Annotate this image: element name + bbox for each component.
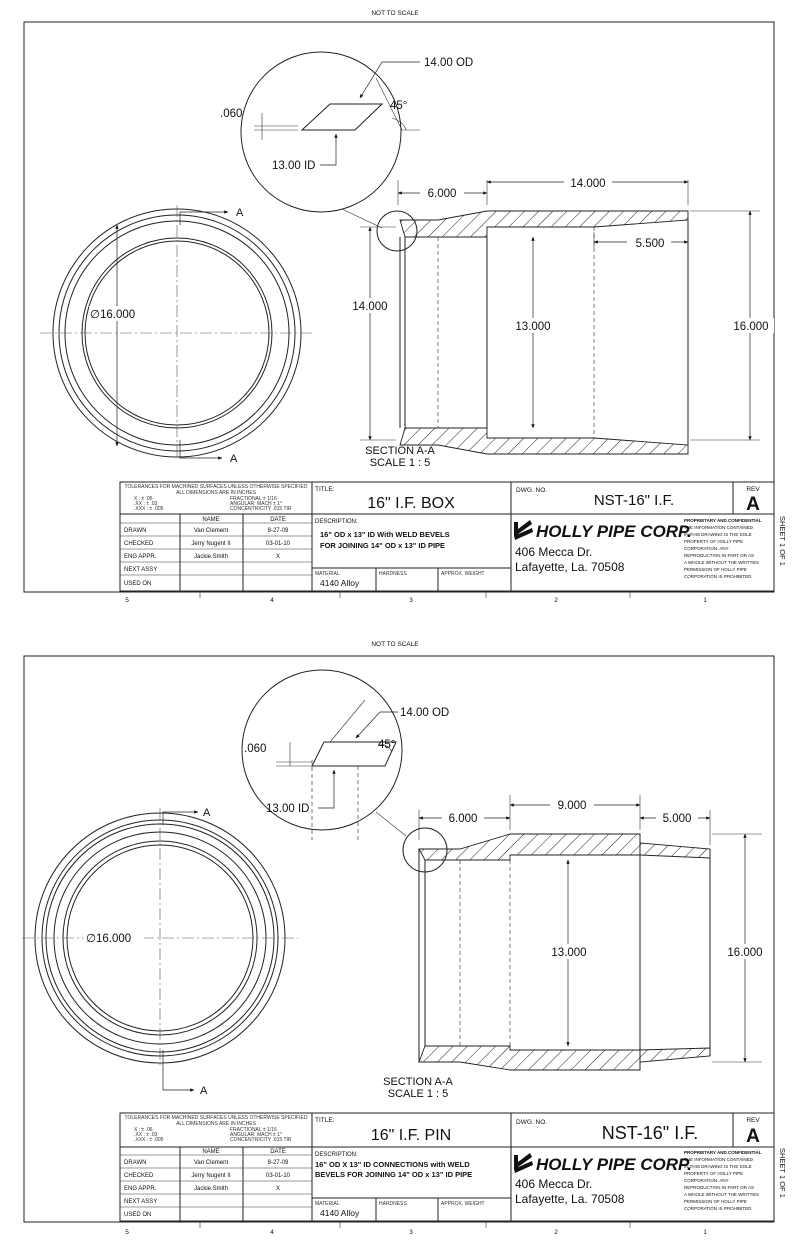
- proprietary-line-3: PROPERTY OF HOLLY PIPE: [684, 539, 744, 544]
- row-checked-role: CHECKED: [124, 541, 154, 547]
- bevel-angle-label: 45°: [378, 739, 396, 751]
- outer-label: 16.000: [727, 947, 763, 959]
- hardness-label: HARDNESS: [379, 571, 407, 577]
- rev-value: A: [746, 1126, 760, 1147]
- zone-4: 4: [270, 1229, 274, 1236]
- taper-length-label: 6.000: [427, 188, 457, 200]
- row-checked-date: 03-01-10: [265, 1173, 291, 1179]
- row-usedon-role: USED ON: [124, 1212, 152, 1218]
- zone-5: 5: [125, 597, 129, 604]
- col-date-header: DATE: [270, 517, 286, 523]
- proprietary-line-1: THE INFORMATION CONTAINED: [684, 1157, 753, 1162]
- title-block: [120, 1113, 774, 1221]
- company-name: HOLLY PIPE CORP.: [536, 1155, 692, 1174]
- tol-xxx: .XXX : ± .005: [134, 1137, 164, 1143]
- zone-5: 5: [125, 1229, 129, 1236]
- detail-leader: [376, 812, 406, 836]
- row-engappr-name: Jackie Smith: [193, 1186, 229, 1192]
- zone-3: 3: [409, 597, 413, 604]
- weight-label: APPROX. WEIGHT: [441, 1201, 485, 1207]
- zone-markers: [125, 592, 707, 604]
- detail-leader: [342, 209, 382, 228]
- angle-ref-line: [330, 700, 365, 742]
- proprietary-line-8: CORPORATION IS PROHIBITED.: [684, 574, 753, 579]
- section-marker-bottom: A: [230, 453, 238, 465]
- row-engappr-role: ENG APPR.: [124, 554, 157, 560]
- tol-fractional: FRACTIONAL ± 1/16: [230, 496, 277, 502]
- dwg-no-value: NST-16" I.F.: [601, 1123, 699, 1143]
- address-line-1: 406 Mecca Dr.: [515, 545, 593, 559]
- sheet-box: [24, 10, 787, 604]
- proprietary-line-3: PROPERTY OF HOLLY PIPE: [684, 1171, 744, 1176]
- tolerance-header-2: ALL DIMENSIONS ARE IN INCHES: [176, 490, 256, 496]
- tolerance-header-2: ALL DIMENSIONS ARE IN INCHES: [176, 1121, 256, 1127]
- sheet-number: SHEET 1 OF 1: [778, 1148, 787, 1198]
- proprietary-line-4: CORPORATION. ANY: [684, 546, 729, 551]
- proprietary-line-5: REPRODUCTION IN PART OR AS: [684, 553, 755, 558]
- tol-x: X : ± .06: [134, 496, 153, 502]
- od-leader: [356, 712, 398, 738]
- zone-4: 4: [270, 597, 274, 604]
- bevel-profile: [302, 104, 382, 130]
- not-to-scale-note: NOT TO SCALE: [371, 10, 419, 17]
- zone-2: 2: [554, 1229, 558, 1236]
- row-engappr-date: X: [275, 1186, 281, 1192]
- row-drawn-role: DRAWN: [124, 1160, 147, 1166]
- mid-length-label: 9.000: [557, 800, 587, 812]
- proprietary-line-2: IN THIS DRAWING IS THE SOLE: [684, 532, 752, 537]
- end-view: [40, 205, 314, 465]
- rev-label: REV: [746, 486, 760, 493]
- id-label: 13.00 ID: [272, 160, 316, 172]
- proprietary-line-7: PERMISSION OF HOLLY PIPE: [684, 1199, 747, 1204]
- rev-label: REV: [746, 1117, 760, 1124]
- id-leader: [318, 770, 334, 808]
- description-line-2: FOR JOINING 14" OD x 13" ID PIPE: [320, 541, 446, 550]
- bore-label: 13.000: [551, 947, 587, 959]
- tol-xx: .XX : ± .03: [134, 501, 158, 507]
- company-name: HOLLY PIPE CORP.: [536, 522, 692, 541]
- bevel-gap-label: .060: [220, 108, 243, 120]
- weight-label: APPROX. WEIGHT: [441, 571, 485, 577]
- section-marker-bottom: A: [200, 1085, 208, 1097]
- description-line-1: 16" OD x 13" ID With WELD BEVELS: [320, 530, 450, 539]
- sheet-number: SHEET 1 OF 1: [778, 516, 787, 566]
- proprietary-line-2: IN THIS DRAWING IS THE SOLE: [684, 1164, 752, 1169]
- not-to-scale-note: NOT TO SCALE: [371, 641, 419, 648]
- zone-1: 1: [703, 597, 707, 604]
- tol-fractional: FRACTIONAL ± 1/16: [230, 1127, 277, 1133]
- row-checked-date: 03-01-10: [265, 541, 291, 547]
- sheet-pin: [22, 641, 787, 1236]
- company-logo-icon: [514, 1153, 533, 1173]
- address-line-2: Lafayette, La. 70508: [515, 1192, 625, 1206]
- col-date-header: DATE: [270, 1149, 286, 1155]
- description-label: DESCRIPTION:: [315, 1152, 358, 1158]
- row-drawn-date: 8-27-09: [267, 1160, 289, 1166]
- drawing-title: 16" I.F. PIN: [370, 1127, 452, 1144]
- row-checked-name: Jerry Nugent II: [191, 541, 231, 547]
- col-name-header: NAME: [202, 517, 220, 523]
- end-view: [22, 807, 298, 1097]
- hardness-label: HARDNESS: [379, 1201, 407, 1207]
- company-logo-icon: [514, 520, 533, 540]
- tolerance-header-1: TOLERANCES FOR MACHINED SURFACES UNLESS OTHERWISE SPECIFIED: [124, 484, 308, 490]
- bevel-detail: [242, 670, 449, 840]
- section-marker-top: A: [203, 807, 211, 819]
- proprietary-line-5: REPRODUCTION IN PART OR AS: [684, 1185, 755, 1190]
- left-height-label: 14.000: [352, 301, 388, 313]
- tol-x: X : ± .06: [134, 1127, 153, 1133]
- proprietary-title: PROPRIETARY AND CONFIDENTIAL: [684, 1150, 762, 1155]
- diameter-label: ∅16.000: [90, 309, 136, 321]
- tol-angular: ANGULAR: MACH ± 1°: [230, 501, 282, 507]
- row-drawn-role: DRAWN: [124, 528, 147, 534]
- rev-value: A: [746, 494, 760, 515]
- section-view: [346, 175, 774, 469]
- address-line-1: 406 Mecca Dr.: [515, 1177, 593, 1191]
- tol-angular: ANGULAR: MACH ± 1°: [230, 1132, 282, 1138]
- row-engappr-role: ENG APPR.: [124, 1186, 157, 1192]
- section-view: [383, 795, 768, 1100]
- title-label: TITLE:: [315, 486, 335, 493]
- tolerance-header-1: TOLERANCES FOR MACHINED SURFACES UNLESS OTHERWISE SPECIFIED: [124, 1115, 308, 1121]
- row-nextassy-role: NEXT ASSY: [124, 1199, 158, 1205]
- proprietary-title: PROPRIETARY AND CONFIDENTIAL: [684, 518, 762, 523]
- bore-label: 13.000: [515, 321, 551, 333]
- proprietary-line-8: CORPORATION IS PROHIBITED.: [684, 1206, 753, 1211]
- id-label: 13.00 ID: [266, 803, 310, 815]
- dwg-no-value: NST-16" I.F.: [593, 492, 675, 509]
- taper-length-label: 6.000: [448, 813, 478, 825]
- title-label: TITLE:: [315, 1117, 335, 1124]
- material-value: 4140 Alloy: [320, 578, 360, 588]
- tol-concentricity: CONCENTRICITY .015 TIR: [230, 1137, 292, 1143]
- description-label: DESCRIPTION:: [315, 519, 358, 525]
- bevel-detail: [220, 52, 473, 228]
- dwg-no-label: DWG. NO.: [516, 1119, 548, 1126]
- tol-xxx: .XXX : ± .005: [134, 506, 164, 512]
- zone-3: 3: [409, 1229, 413, 1236]
- address-line-2: Lafayette, La. 70508: [515, 560, 625, 574]
- title-block: [120, 482, 774, 591]
- bevel-angle-label: 45°: [390, 100, 408, 112]
- proprietary-line-1: THE INFORMATION CONTAINED: [684, 525, 753, 530]
- bevel-gap-label: .060: [244, 743, 267, 755]
- description-line-1: 16" OD X 13" ID CONNECTIONS with WELD: [315, 1160, 470, 1169]
- id-leader: [320, 134, 336, 165]
- description-line-2: BEVELS FOR JOINING 14" OD x 13" ID PIPE: [315, 1170, 473, 1179]
- zone-1: 1: [703, 1229, 707, 1236]
- row-engappr-name: Jackie Smith: [193, 554, 229, 560]
- dwg-no-label: DWG. NO.: [516, 487, 548, 494]
- od-label: 14.00 OD: [400, 707, 450, 719]
- overall-length-label: 14.000: [570, 178, 606, 190]
- col-name-header: NAME: [202, 1149, 220, 1155]
- row-drawn-name: Van Clement: [193, 1160, 229, 1166]
- section-arrow-top: [163, 812, 198, 825]
- section-title: SECTION A-A: [365, 445, 435, 457]
- row-usedon-role: USED ON: [124, 581, 152, 587]
- row-nextassy-role: NEXT ASSY: [124, 567, 158, 573]
- section-scale: SCALE 1 : 5: [369, 457, 431, 469]
- outer-label: 16.000: [733, 321, 769, 333]
- zone-markers: [125, 1222, 707, 1236]
- od-label: 14.00 OD: [424, 57, 474, 69]
- material-label: MATERIAL: [315, 571, 340, 577]
- row-drawn-name: Van Clement: [193, 528, 229, 534]
- material-value: 4140 Alloy: [320, 1208, 360, 1218]
- section-title: SECTION A-A: [383, 1076, 453, 1088]
- row-drawn-date: 8-27-09: [267, 528, 289, 534]
- row-engappr-date: X: [275, 554, 281, 560]
- row-checked-role: CHECKED: [124, 1173, 154, 1179]
- upper-wall: [400, 211, 688, 237]
- tol-concentricity: CONCENTRICITY .015 TIR: [230, 506, 292, 512]
- zone-2: 2: [554, 597, 558, 604]
- row-checked-name: Jerry Nugent II: [191, 1173, 231, 1179]
- diameter-label: ∅16.000: [86, 933, 132, 945]
- end-length-label: 5.000: [662, 813, 692, 825]
- end-length-label: 5.500: [635, 238, 665, 250]
- proprietary-line-6: A WHOLE WITHOUT THE WRITTEN: [684, 1192, 759, 1197]
- section-scale: SCALE 1 : 5: [387, 1088, 449, 1100]
- tol-xx: .XX : ± .03: [134, 1132, 158, 1138]
- proprietary-line-7: PERMISSION OF HOLLY PIPE: [684, 567, 747, 572]
- proprietary-line-6: A WHOLE WITHOUT THE WRITTEN: [684, 560, 759, 565]
- material-label: MATERIAL: [315, 1201, 340, 1207]
- lower-wall: [400, 428, 688, 454]
- detail-bubble: [241, 52, 401, 212]
- drawing-title: 16" I.F. BOX: [367, 495, 455, 512]
- section-marker-top: A: [236, 207, 244, 219]
- proprietary-line-4: CORPORATION. ANY: [684, 1178, 729, 1183]
- lower-wall: [419, 1046, 710, 1070]
